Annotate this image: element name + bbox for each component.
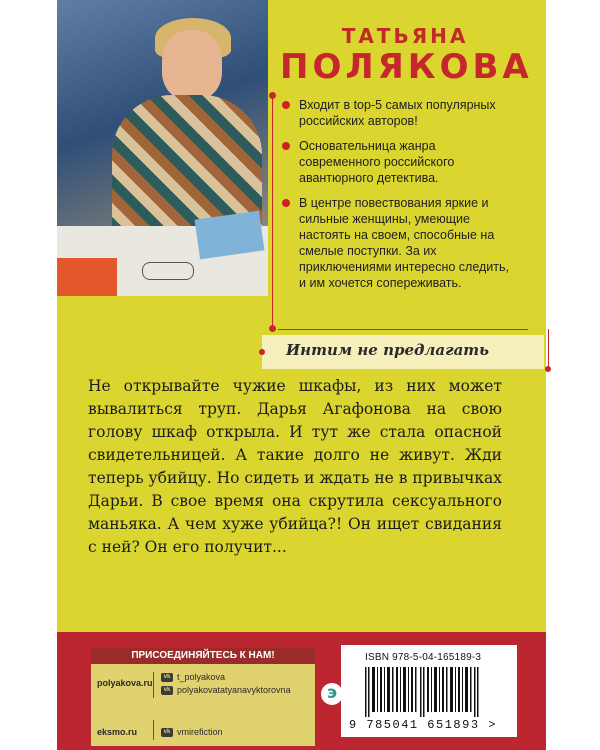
decor-dot	[269, 92, 276, 99]
divider	[153, 672, 154, 698]
decor-line-bottom	[278, 329, 528, 330]
vk-icon: vk	[161, 728, 173, 737]
decor-line-left	[272, 96, 273, 326]
publisher-logo-letter: э	[326, 683, 338, 703]
orange-book	[57, 258, 117, 296]
decor-dot	[545, 366, 551, 372]
book-annotation: Не открывайте чужие шкафы, из них может вывалиться труп. Дарья Агафонова на свою голову шкаф открыла. И тут же стала опасной свидетельницей. А такие долго не живут. Жди теперь убийцу. Но сидеть и ждать не в привычках Дарьи. В свое время она скрутила сексуального маньяка. А чем хуже убийца?! Он ищет свидания с ней? Он его получит...	[88, 377, 502, 556]
bullet-dot-icon	[282, 142, 290, 150]
author-name	[280, 24, 533, 87]
social-block	[91, 648, 315, 746]
author-highlights	[282, 97, 512, 300]
highlight-text: Основательница жанра современного российского авантюрного детектива.	[299, 139, 455, 185]
vk-icon: vk	[161, 673, 173, 682]
barcode-icon	[365, 667, 495, 717]
decor-dot	[269, 325, 276, 332]
bullet-dot-icon	[282, 199, 290, 207]
social-account[interactable]: vmirefiction	[177, 727, 223, 737]
social-account[interactable]: t_polyakova	[177, 672, 226, 682]
highlight-text: Входит в top-5 самых популярных российских авторов!	[299, 98, 496, 128]
barcode-digits: 9 785041 651893 >	[349, 718, 497, 732]
bullet-dot-icon	[282, 101, 290, 109]
publisher-logo-icon	[321, 683, 343, 705]
author-face	[162, 30, 222, 100]
divider	[153, 720, 154, 740]
author-last-name: ПОЛЯКОВА	[280, 47, 533, 87]
decor-dot	[259, 349, 265, 355]
highlight-item	[282, 195, 512, 291]
author-first-name: ТАТЬЯНА	[341, 24, 469, 48]
social-account[interactable]: polyakovatatyanavyktorovna	[177, 685, 291, 695]
site-link-polyakova[interactable]: polyakova.ru	[97, 678, 153, 688]
glasses-icon	[142, 262, 194, 280]
highlight-item	[282, 138, 512, 186]
vk-icon: vk	[161, 686, 173, 695]
join-us-heading: ПРИСОЕДИНЯЙТЕСЬ К НАМ!	[91, 648, 315, 664]
isbn-text: ISBN 978-5-04-165189-3	[365, 652, 482, 663]
site-link-eksmo[interactable]: eksmo.ru	[97, 727, 138, 737]
book-title: Интим не предлагать	[286, 341, 490, 359]
highlight-text: В центре повествования яркие и сильные женщины, умеющие настоять на своем, способные на смелые поступки. За их приключениями интересно следить, и им хочется сопереживать.	[299, 196, 509, 290]
barcode-panel	[341, 645, 517, 737]
author-photo	[57, 0, 268, 296]
highlight-item	[282, 97, 512, 129]
decor-line-right	[548, 329, 549, 369]
